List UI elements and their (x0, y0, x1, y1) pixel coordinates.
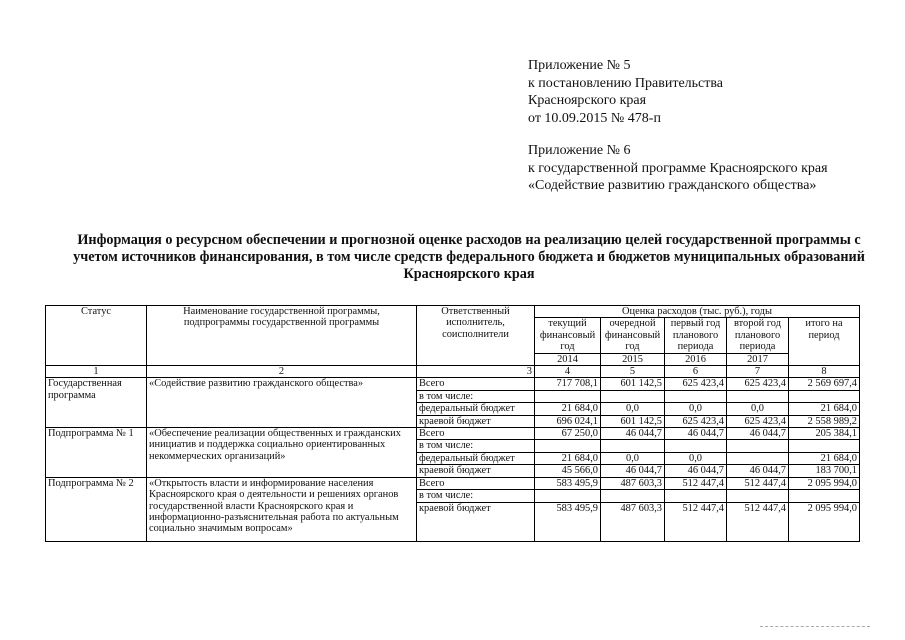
scan-artifact-line (760, 626, 870, 627)
header-responsible: Ответственный исполнитель, соисполнители (417, 306, 535, 366)
appendix-line: от 10.09.2015 № 478-п (528, 110, 661, 126)
row-label: в том числе: (417, 440, 535, 452)
value-cell (601, 440, 665, 452)
appendix-line: «Содействие развитию гражданского общества» (528, 178, 817, 193)
column-number: 5 (601, 366, 665, 378)
value-cell (535, 490, 601, 502)
appendix-5 (528, 57, 828, 127)
value-cell: 2 558 989,2 (789, 415, 860, 427)
row-label: Всего (417, 428, 535, 440)
value-cell: 205 384,1 (789, 428, 860, 440)
value-cell: 583 495,9 (535, 477, 601, 489)
row-label: федеральный бюджет (417, 403, 535, 415)
row-label: краевой бюджет (417, 465, 535, 477)
value-cell (727, 490, 789, 502)
appendix-line: к государственной программе Красноярского края (528, 160, 828, 176)
value-cell: 696 024,1 (535, 415, 601, 427)
row-status: Подпрограмма № 1 (46, 428, 147, 478)
row-label: Всего (417, 378, 535, 390)
table-row (46, 378, 860, 390)
value-cell: 512 447,4 (727, 477, 789, 489)
value-cell (535, 390, 601, 402)
value-cell: 583 495,9 (535, 502, 601, 541)
value-cell: 46 044,7 (665, 428, 727, 440)
expenses-table (45, 305, 860, 542)
column-number: 7 (727, 366, 789, 378)
appendix-6 (528, 142, 828, 195)
header-year-4: второй год планового периода (727, 318, 789, 353)
value-cell: 45 566,0 (535, 465, 601, 477)
row-label: в том числе: (417, 490, 535, 502)
table-row (46, 428, 860, 440)
value-cell (789, 440, 860, 452)
column-number: 1 (46, 366, 147, 378)
value-cell: 21 684,0 (789, 452, 860, 464)
row-label: Всего (417, 477, 535, 489)
appendix-line: Приложение № 5 (528, 58, 631, 73)
header-year-2: очередной финансовый год (601, 318, 665, 353)
year-cell: 2015 (601, 353, 665, 365)
value-cell: 0,0 (601, 403, 665, 415)
value-cell (601, 390, 665, 402)
value-cell: 512 447,4 (727, 502, 789, 541)
value-cell: 46 044,7 (601, 465, 665, 477)
value-cell: 512 447,4 (665, 502, 727, 541)
value-cell: 67 250,0 (535, 428, 601, 440)
value-cell: 2 095 994,0 (789, 477, 860, 489)
value-cell (789, 390, 860, 402)
row-program-name: «Содействие развитию гражданского общества» (147, 378, 417, 428)
header-year-1: текущий финансовый год (535, 318, 601, 353)
value-cell: 21 684,0 (535, 452, 601, 464)
appendix-line: к постановлению Правительства (528, 75, 724, 91)
value-cell: 601 142,5 (601, 378, 665, 390)
value-cell: 487 603,3 (601, 502, 665, 541)
value-cell: 46 044,7 (601, 428, 665, 440)
row-status: Подпрограмма № 2 (46, 477, 147, 541)
value-cell: 512 447,4 (665, 477, 727, 489)
value-cell: 601 142,5 (601, 415, 665, 427)
header-name: Наименование государственной программы, подпрограммы государственной программы (147, 306, 417, 366)
year-cell: 2016 (665, 353, 727, 365)
value-cell (665, 440, 727, 452)
appendix-line: Красноярского края (528, 93, 647, 108)
header-status: Статус (46, 306, 147, 366)
value-cell: 2 569 697,4 (789, 378, 860, 390)
value-cell: 487 603,3 (601, 477, 665, 489)
value-cell (665, 390, 727, 402)
year-cell: 2017 (727, 353, 789, 365)
value-cell: 625 423,4 (665, 378, 727, 390)
column-number: 3 (417, 366, 535, 378)
appendix-header (528, 57, 828, 210)
value-cell: 0,0 (665, 452, 727, 464)
value-cell: 625 423,4 (665, 415, 727, 427)
value-cell: 183 700,1 (789, 465, 860, 477)
value-cell: 46 044,7 (727, 428, 789, 440)
value-cell: 0,0 (665, 403, 727, 415)
column-number: 6 (665, 366, 727, 378)
value-cell: 0,0 (601, 452, 665, 464)
row-label: краевой бюджет (417, 415, 535, 427)
column-numbers-row (46, 366, 860, 378)
row-status: Государственная программа (46, 378, 147, 428)
row-program-name: «Открытость власти и информирование населения Красноярского края о деятельности и решениях органов государственной власти Красноярского края и информационно-разъяснительная работа по актуальным социально значимым вопросам» (147, 477, 417, 541)
value-cell: 717 708,1 (535, 378, 601, 390)
header-row (46, 306, 860, 318)
column-number: 2 (147, 366, 417, 378)
value-cell: 21 684,0 (535, 403, 601, 415)
header-year-3: первый год планового периода (665, 318, 727, 353)
document-title: Информация о ресурсном обеспечении и прогнозной оценке расходов на реализацию целей государственной программы с учетом источников финансирования, в том числе средств федерального бюджета и бюджетов муниципальных образований Красноярского края (73, 232, 865, 282)
value-cell: 21 684,0 (789, 403, 860, 415)
row-program-name: «Обеспечение реализации общественных и гражданских инициатив и поддержка социально ориентированных некоммерческих организаций» (147, 428, 417, 478)
value-cell (727, 452, 789, 464)
appendix-line: Приложение № 6 (528, 143, 631, 158)
value-cell (789, 490, 860, 502)
header-total: итого на период (789, 318, 860, 366)
value-cell: 625 423,4 (727, 415, 789, 427)
value-cell (727, 390, 789, 402)
column-number: 4 (535, 366, 601, 378)
row-label: краевой бюджет (417, 502, 535, 541)
value-cell: 46 044,7 (665, 465, 727, 477)
value-cell: 2 095 994,0 (789, 502, 860, 541)
value-cell: 0,0 (727, 403, 789, 415)
value-cell: 625 423,4 (727, 378, 789, 390)
year-cell: 2014 (535, 353, 601, 365)
value-cell (535, 440, 601, 452)
header-estimate: Оценка расходов (тыс. руб.), годы (535, 306, 860, 318)
value-cell (665, 490, 727, 502)
value-cell: 46 044,7 (727, 465, 789, 477)
column-number: 8 (789, 366, 860, 378)
table-row (46, 477, 860, 489)
value-cell (727, 440, 789, 452)
value-cell (601, 490, 665, 502)
row-label: в том числе: (417, 390, 535, 402)
row-label: федеральный бюджет (417, 452, 535, 464)
